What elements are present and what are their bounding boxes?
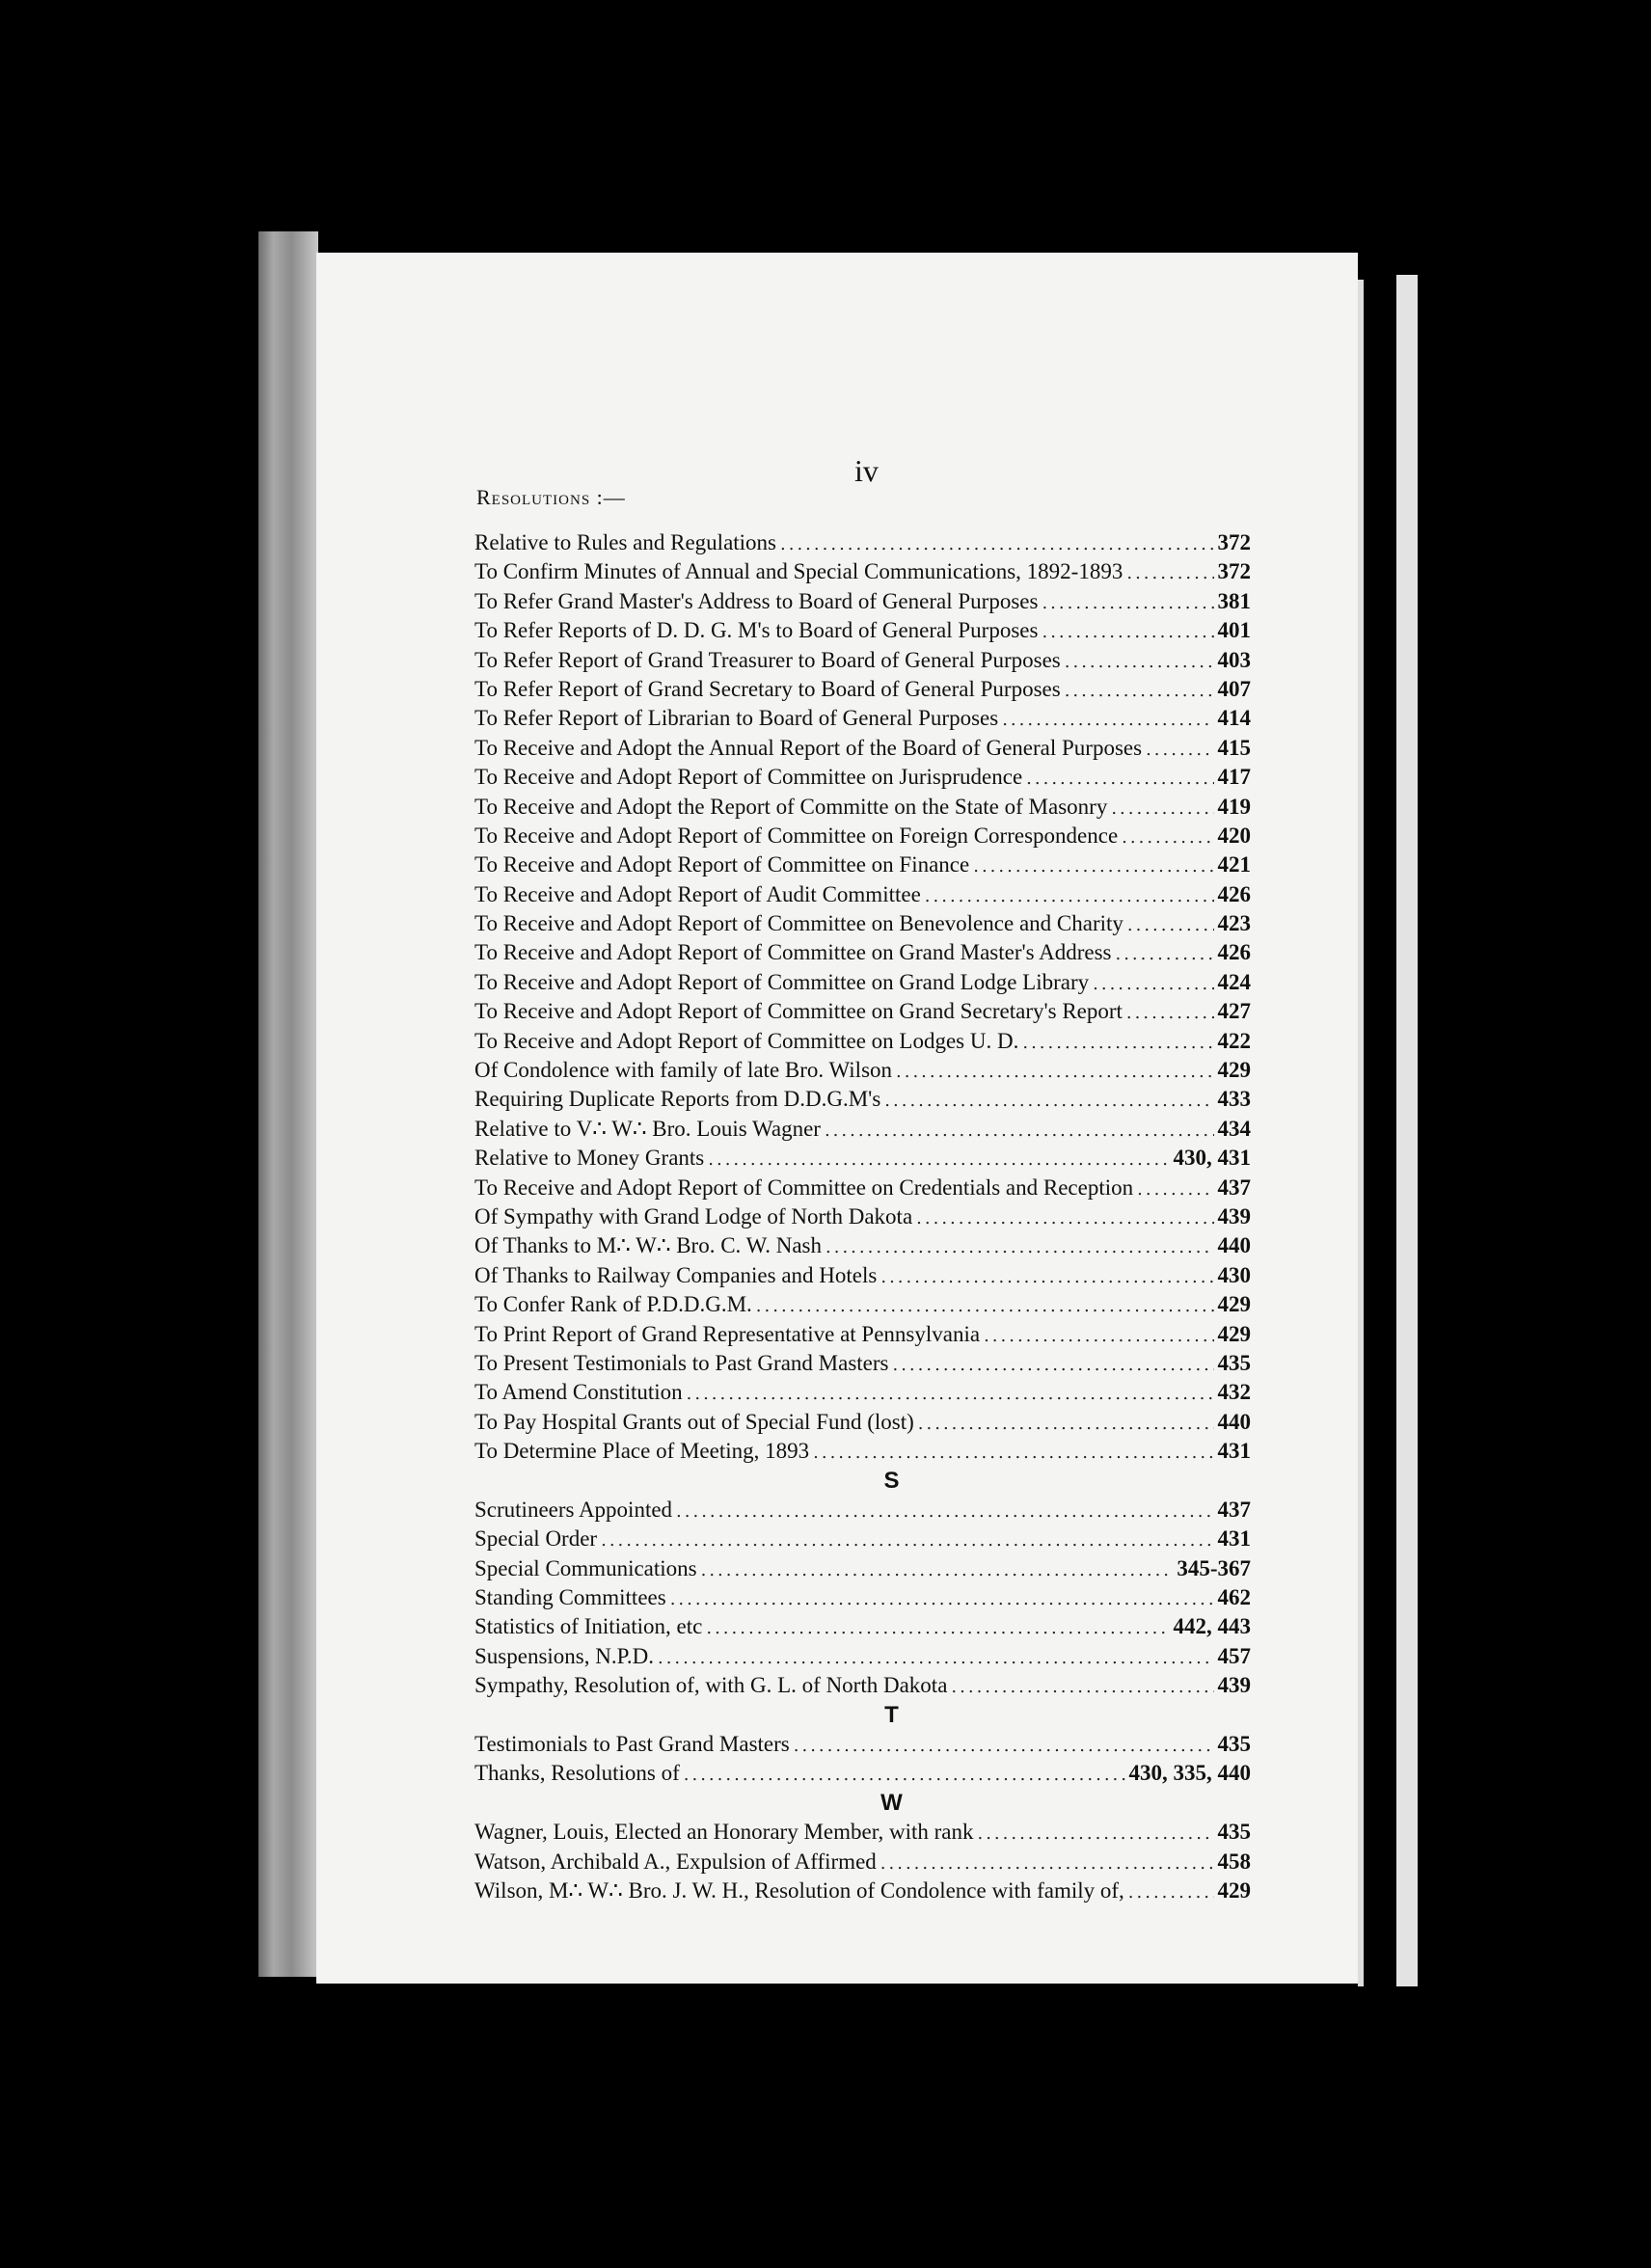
index-entry <box>474 1174 1251 1202</box>
dot-leader <box>701 1556 1174 1583</box>
dot-leader <box>658 1644 1214 1671</box>
entry-text: To Receive and Adopt Report of Committee on Credentials and Reception <box>474 1174 1134 1200</box>
entry-page-number: 345-367 <box>1177 1555 1251 1580</box>
dot-leader <box>977 1820 1213 1847</box>
entry-text: To Receive and Adopt Report of Committee on Foreign Correspondence <box>474 823 1119 848</box>
entry-page-number: 457 <box>1217 1643 1251 1668</box>
index-entry <box>474 1378 1251 1407</box>
dot-leader <box>916 1204 1213 1231</box>
entry-text: To Refer Reports of D. D. G. M's to Board of General Purposes <box>474 618 1039 643</box>
index-entry <box>474 763 1251 792</box>
entry-text: To Amend Constitution <box>474 1380 683 1405</box>
entry-text: To Receive and Adopt Report of Committee on Lodges U. D. <box>474 1028 1019 1053</box>
dot-leader <box>826 1233 1213 1260</box>
index-entry <box>474 822 1251 850</box>
entry-text: To Confer Rank of P.D.D.G.M. <box>474 1292 752 1317</box>
entry-page-number: 424 <box>1217 969 1251 994</box>
dot-leader <box>1115 940 1213 967</box>
entry-page-number: 435 <box>1217 1350 1251 1375</box>
entry-page-number: 431 <box>1217 1526 1251 1552</box>
dot-leader <box>984 1322 1213 1349</box>
index-entry <box>474 587 1251 616</box>
dot-leader <box>1042 589 1213 616</box>
entry-page-number: 429 <box>1217 1292 1251 1317</box>
entry-page-number: 421 <box>1217 852 1251 878</box>
entry-text: Requiring Duplicate Reports from D.D.G.M's <box>474 1087 881 1112</box>
entry-page-number: 434 <box>1217 1116 1251 1141</box>
page-right-edge <box>1358 280 1364 1986</box>
dot-leader <box>1127 911 1214 938</box>
index-entry <box>474 1612 1251 1641</box>
index-entry <box>474 1848 1251 1876</box>
dot-leader <box>1137 1175 1213 1202</box>
entry-page-number: 419 <box>1217 794 1251 819</box>
index-entry <box>474 704 1251 733</box>
index-entry <box>474 793 1251 822</box>
index-entry <box>474 1320 1251 1349</box>
dot-leader <box>813 1439 1213 1466</box>
index-entry <box>474 1525 1251 1553</box>
index-entry <box>474 646 1251 675</box>
dot-leader <box>676 1498 1213 1525</box>
index-entry <box>474 1759 1251 1788</box>
dot-leader <box>925 882 1214 909</box>
dot-leader <box>918 1410 1214 1437</box>
dot-leader <box>1093 970 1213 997</box>
dot-leader <box>892 1351 1213 1378</box>
section-heading: Resolutions :— <box>476 485 626 509</box>
dot-leader <box>780 530 1213 557</box>
entry-text: To Confirm Minutes of Annual and Special Communications, 1892-1893 <box>474 559 1123 584</box>
index-entry <box>474 734 1251 763</box>
index-entry <box>474 1876 1251 1905</box>
entry-page-number: 415 <box>1217 735 1251 760</box>
entry-page-number: 417 <box>1217 765 1251 790</box>
index-entry <box>474 1642 1251 1671</box>
entry-text: Relative to V∴ W∴ Bro. Louis Wagner <box>474 1116 821 1141</box>
dot-leader <box>1146 736 1213 763</box>
entry-text: Suspensions, N.P.D. <box>474 1643 654 1668</box>
entry-text: To Print Report of Grand Representative at Pennsylvania <box>474 1321 981 1346</box>
index-entry <box>474 1671 1251 1700</box>
index-entry <box>474 938 1251 967</box>
entry-page-number: 439 <box>1217 1203 1251 1228</box>
index-entry <box>474 1290 1251 1319</box>
dot-leader <box>687 1380 1214 1407</box>
entry-page-number: 442, 443 <box>1173 1614 1251 1639</box>
index-entry <box>474 1027 1251 1056</box>
entry-page-number: 435 <box>1217 1820 1251 1845</box>
index-entry <box>474 880 1251 909</box>
dot-leader <box>1126 999 1214 1026</box>
entry-page-number: 426 <box>1217 940 1251 965</box>
entry-page-number: 381 <box>1217 588 1251 613</box>
dot-leader <box>1128 1878 1214 1905</box>
entry-page-number: 458 <box>1217 1849 1251 1874</box>
entry-text: Scrutineers Appointed <box>474 1497 673 1522</box>
dot-leader <box>880 1263 1213 1290</box>
entry-text: To Refer Report of Grand Treasurer to Board of General Purposes <box>474 647 1061 672</box>
entry-text: Special Communications <box>474 1555 697 1580</box>
entry-page-number: 429 <box>1217 1877 1251 1903</box>
entry-text: To Refer Grand Master's Address to Board of General Purposes <box>474 588 1039 613</box>
entry-text: To Refer Report of Librarian to Board of General Purposes <box>474 706 999 731</box>
entry-text: To Receive and Adopt Report of Committee on Grand Secretary's Report <box>474 999 1123 1024</box>
entry-text: To Receive and Adopt Report of Committee on Grand Lodge Library <box>474 969 1090 994</box>
index-entry <box>474 1261 1251 1290</box>
entry-page-number: 437 <box>1217 1174 1251 1200</box>
index-entry <box>474 850 1251 879</box>
dot-leader <box>825 1117 1214 1144</box>
dot-leader <box>670 1585 1214 1612</box>
index-entry <box>474 557 1251 586</box>
entry-page-number: 430, 335, 440 <box>1128 1761 1251 1786</box>
dot-leader <box>1026 765 1213 792</box>
index-entry <box>474 1349 1251 1378</box>
entry-text: Wagner, Louis, Elected an Honorary Member, with rank <box>474 1820 974 1845</box>
dot-leader <box>601 1526 1213 1553</box>
entry-page-number: 372 <box>1217 559 1251 584</box>
entry-page-number: 423 <box>1217 911 1251 936</box>
index-entry <box>474 1730 1251 1759</box>
page-edge <box>258 231 318 1977</box>
entry-page-number: 433 <box>1217 1087 1251 1112</box>
index-letter-heading: T <box>884 1701 899 1728</box>
index-entry <box>474 1408 1251 1437</box>
index-entry <box>474 1818 1251 1847</box>
index-entry <box>474 997 1251 1026</box>
entry-page-number: 414 <box>1217 706 1251 731</box>
entry-page-number: 432 <box>1217 1380 1251 1405</box>
dot-leader <box>1111 795 1213 822</box>
dot-leader <box>1065 677 1214 704</box>
index-entry <box>474 1056 1251 1085</box>
entry-page-number: 430 <box>1217 1262 1251 1287</box>
entry-text: Statistics of Initiation, etc <box>474 1614 703 1639</box>
index-entry <box>474 1202 1251 1231</box>
entry-text: To Receive and Adopt Report of Committee on Finance <box>474 852 970 878</box>
entry-page-number: 420 <box>1217 823 1251 848</box>
entry-page-number: 439 <box>1217 1673 1251 1698</box>
index-entry <box>474 528 1251 557</box>
entry-page-number: 431 <box>1217 1439 1251 1464</box>
entry-page-number: 440 <box>1217 1409 1251 1434</box>
entry-text: Testimonials to Past Grand Masters <box>474 1732 790 1757</box>
index-entry <box>474 1231 1251 1260</box>
index-entry <box>474 616 1251 645</box>
entry-text: Special Order <box>474 1526 598 1552</box>
index-entry <box>474 1496 1251 1525</box>
entry-text: Relative to Money Grants <box>474 1146 705 1171</box>
index-entry <box>474 1144 1251 1173</box>
index-entry <box>474 1115 1251 1144</box>
dot-leader <box>1042 618 1213 645</box>
index-letter-heading: W <box>880 1789 903 1816</box>
dot-leader <box>884 1087 1213 1114</box>
dot-leader <box>1022 1029 1213 1056</box>
entry-text: To Receive and Adopt Report of Committee on Grand Master's Address <box>474 940 1112 965</box>
index-entry <box>474 909 1251 938</box>
entry-text: Wilson, M∴ W∴ Bro. J. W. H., Resolution of Condolence with family of, <box>474 1877 1124 1903</box>
index-entry <box>474 1554 1251 1583</box>
entry-text: Of Sympathy with Grand Lodge of North Dakota <box>474 1203 913 1228</box>
entry-page-number: 440 <box>1217 1233 1251 1258</box>
entry-text: Of Thanks to M∴ W∴ Bro. C. W. Nash <box>474 1233 823 1258</box>
index-entry <box>474 968 1251 997</box>
entry-page-number: 462 <box>1217 1585 1251 1610</box>
dot-leader <box>756 1292 1214 1319</box>
dot-leader <box>1126 559 1213 586</box>
entry-text: Of Thanks to Railway Companies and Hotels <box>474 1262 878 1287</box>
entry-page-number: 401 <box>1217 618 1251 643</box>
entry-text: To Receive and Adopt Report of Committee on Benevolence and Charity <box>474 911 1123 936</box>
dot-leader <box>973 852 1213 879</box>
entry-page-number: 427 <box>1217 999 1251 1024</box>
entry-page-number: 407 <box>1217 676 1251 701</box>
entry-text: To Determine Place of Meeting, 1893 <box>474 1439 810 1464</box>
dot-leader <box>708 1146 1169 1173</box>
entry-page-number: 422 <box>1217 1028 1251 1053</box>
entry-text: Watson, Archibald A., Expulsion of Affirmed <box>474 1849 877 1874</box>
dot-leader <box>1065 648 1214 675</box>
entry-text: To Receive and Adopt Report of Audit Committee <box>474 881 921 906</box>
entry-page-number: 403 <box>1217 647 1251 672</box>
index-entry <box>474 1085 1251 1114</box>
entry-text: To Receive and Adopt the Annual Report of the Board of General Purposes <box>474 735 1143 760</box>
page-number: iv <box>854 453 879 488</box>
index-entry <box>474 1437 1251 1466</box>
index-letter-heading: S <box>883 1467 900 1494</box>
dot-leader <box>706 1614 1169 1641</box>
entry-text: To Receive and Adopt Report of Committee on Jurisprudence <box>474 765 1023 790</box>
entry-text: Of Condolence with family of late Bro. Wilson <box>474 1058 893 1083</box>
entry-text: Standing Committees <box>474 1585 666 1610</box>
entry-text: To Pay Hospital Grants out of Special Fund (lost) <box>474 1409 914 1434</box>
entry-text: To Receive and Adopt the Report of Committe on the State of Masonry <box>474 794 1108 819</box>
entry-text: Sympathy, Resolution of, with G. L. of North Dakota <box>474 1673 948 1698</box>
entry-page-number: 429 <box>1217 1058 1251 1083</box>
dot-leader <box>1122 824 1213 850</box>
entry-page-number: 429 <box>1217 1321 1251 1346</box>
dot-leader <box>1002 706 1213 733</box>
entry-page-number: 372 <box>1217 530 1251 554</box>
index-entry <box>474 1583 1251 1612</box>
entry-text: Thanks, Resolutions of <box>474 1761 680 1786</box>
dot-leader <box>684 1761 1125 1788</box>
entry-page-number: 426 <box>1217 881 1251 906</box>
entry-page-number: 435 <box>1217 1732 1251 1757</box>
entry-text: To Refer Report of Grand Secretary to Board of General Purposes <box>474 676 1061 701</box>
dot-leader <box>896 1058 1213 1085</box>
entry-page-number: 430, 431 <box>1173 1146 1251 1171</box>
dot-leader <box>880 1850 1214 1876</box>
back-page-edge <box>1396 275 1418 1986</box>
dot-leader <box>951 1673 1213 1700</box>
index-entries <box>474 528 1251 1905</box>
entry-page-number: 437 <box>1217 1497 1251 1522</box>
entry-text: Relative to Rules and Regulations <box>474 530 777 554</box>
dot-leader <box>794 1732 1214 1759</box>
entry-text: To Present Testimonials to Past Grand Masters <box>474 1350 889 1375</box>
index-entry <box>474 675 1251 704</box>
